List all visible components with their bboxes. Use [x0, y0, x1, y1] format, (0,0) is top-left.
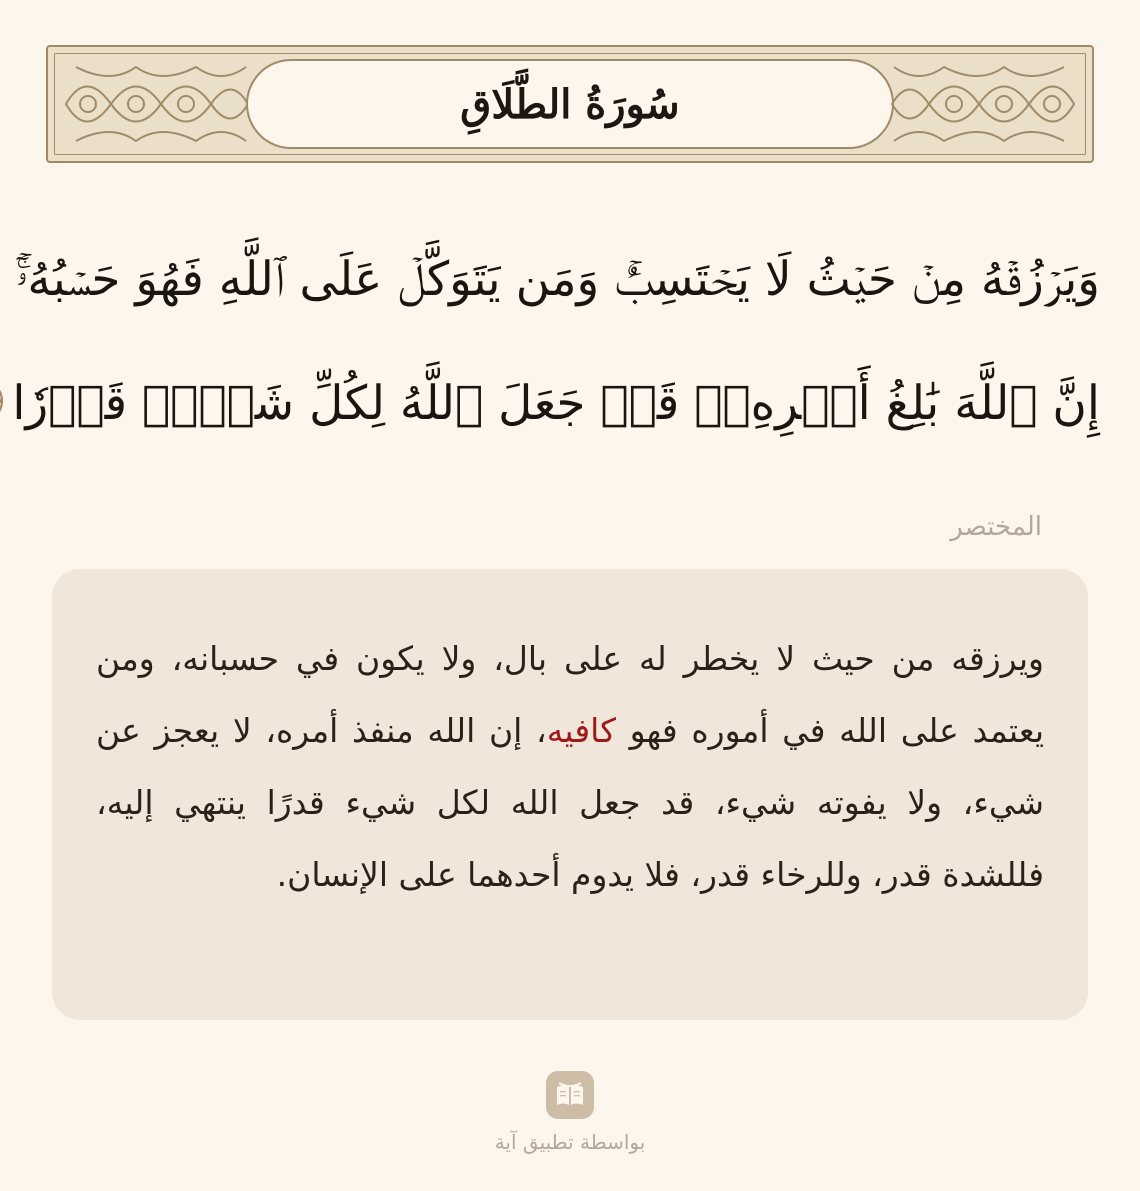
- verse-line-1-text: وَيَرۡزُقۡهُ مِنۡ حَيۡثُ لَا يَحۡتَسِبُۚ وَمَن يَتَوَكَّلۡ عَلَى ٱللَّهِ فَهُوَ حَسۡبُهُۥٓۚ: [15, 252, 1100, 307]
- verse-block: [12, 218, 1100, 466]
- open-quran-book-icon: [555, 1081, 585, 1109]
- tafsir-text: [96, 623, 1044, 911]
- tafsir-highlight-word[interactable]: كافيه: [546, 711, 616, 750]
- ornament-left-icon: [56, 55, 256, 153]
- app-logo[interactable]: [546, 1071, 594, 1119]
- tafsir-text-before: ويرزقه من حيث لا يخطر له على بال، ولا يكون في حسبانه، ومن يعتمد على الله في أموره فهو: [96, 639, 1044, 750]
- tafsir-source-label: المختصر: [950, 512, 1042, 542]
- verse-line-2-text: إِنَّ ٱللَّهَ بَٰلِغُ أَمۡرِهِۦۚ قَدۡ جَعَلَ ٱللَّهُ لِكُلِّ شَيۡءٖ قَدۡرٗا: [12, 376, 1100, 431]
- ornament-right-icon: [884, 55, 1084, 153]
- tafsir-card: [52, 569, 1088, 1020]
- ayah-number: [0, 378, 4, 424]
- ayah-end-marker: [0, 378, 4, 424]
- footer-credit: بواسطة تطبيق آية: [494, 1130, 646, 1154]
- verse-line-1: [15, 218, 1100, 342]
- surah-header-banner: [46, 45, 1094, 163]
- surah-name: سُورَةُ الطَّلَاقِ: [460, 80, 680, 128]
- tafsir-text-after: ، إن الله منفذ أمره، لا يعجز عن شيء، ولا يفوته شيء، قد جعل الله لكل شيء قدرًا ينتهي إليه، فللشدة قدر، وللرخاء قدر، فلا يدوم أحدهما على الإنسان.: [96, 711, 1044, 894]
- verse-line-2: [12, 342, 1100, 466]
- surah-name-cartouche: [246, 59, 894, 149]
